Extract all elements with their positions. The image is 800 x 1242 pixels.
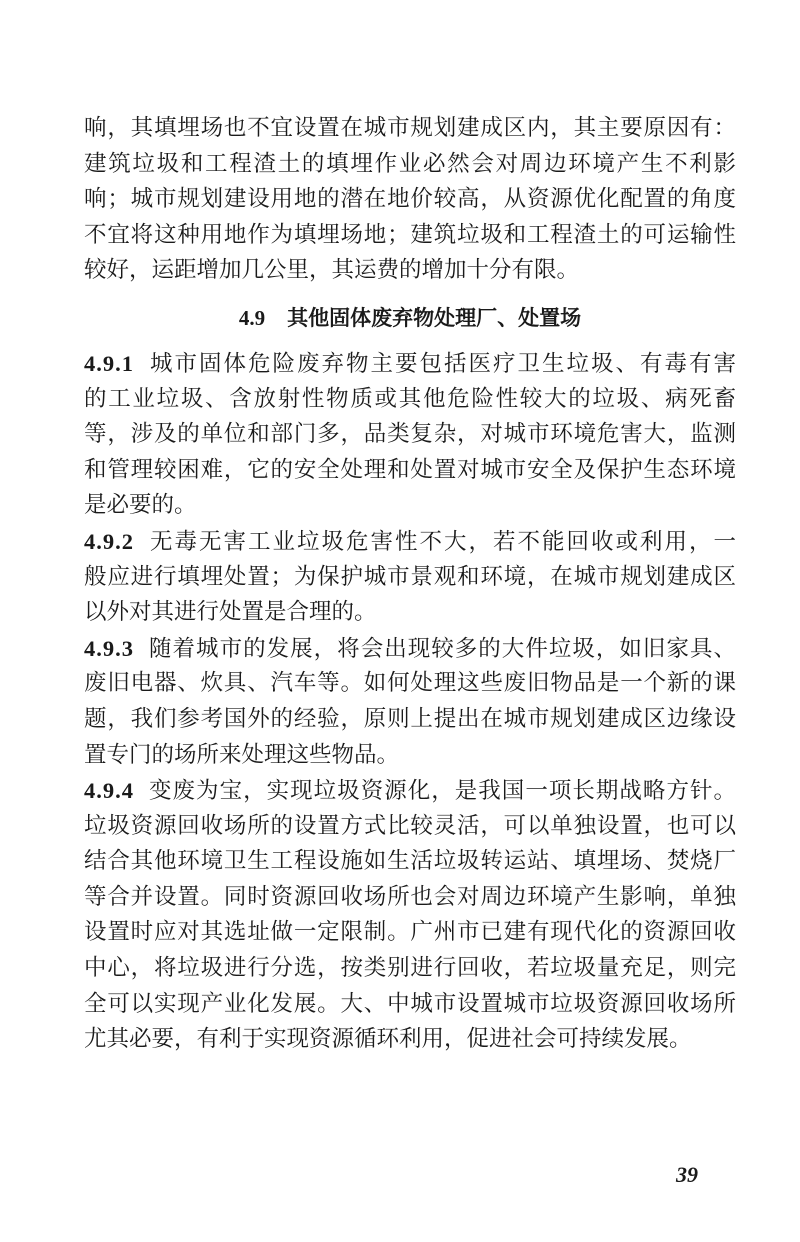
line-text: 城市固体危险废弃物主要包括医疗卫生垃圾、有毒有害 — [148, 350, 736, 377]
clause-number: 4.9.1 — [84, 350, 134, 376]
clauses — [84, 346, 736, 1058]
line-text: 建筑垃圾和工程渣土的填埋作业必然会对周边环境产生不利影 — [84, 150, 736, 177]
section-title: 其他固体废弃物处理厂、处置场 — [287, 304, 582, 330]
text-line — [84, 773, 736, 809]
intro-paragraph — [84, 111, 736, 289]
text-line — [84, 666, 736, 702]
line-text: 等合并设置。同时资源回收场所也会对周边环境产生影响，单独 — [84, 883, 736, 910]
text-line — [84, 951, 736, 987]
text-line — [84, 738, 736, 774]
line-text: 较好，运距增加几公里，其运费的增加十分有限。 — [84, 257, 580, 284]
clause-4-9-1 — [84, 346, 736, 524]
text-line — [84, 111, 736, 147]
text-line — [84, 417, 736, 453]
line-text: 响，其填埋场也不宜设置在城市规划建成区内，其主要原因有： — [84, 115, 736, 141]
text-line — [84, 595, 736, 631]
clause-number: 4.9.3 — [84, 635, 134, 661]
clause-4-9-4 — [84, 773, 736, 1058]
clause-number: 4.9.2 — [84, 528, 134, 554]
line-text: 般应进行填埋处置；为保护城市景观和环境，在城市规划建成区 — [84, 563, 736, 590]
text-line — [84, 218, 736, 254]
text-line — [84, 844, 736, 880]
line-text: 不宜将这种用地作为填埋场地；建筑垃圾和工程渣土的可运输性 — [84, 221, 736, 248]
line-text: 垃圾资源回收场所的设置方式比较灵活，可以单独设置，也可以 — [84, 812, 736, 839]
line-text: 的工业垃圾、含放射性物质或其他危险性较大的垃圾、病死畜 — [84, 385, 736, 412]
line-text: 结合其他环境卫生工程设施如生活垃圾转运站、填埋场、焚烧厂 — [84, 848, 736, 875]
text-line — [84, 1022, 736, 1058]
section-heading — [84, 293, 736, 343]
line-text: 和管理较困难，它的安全处理和处置对城市安全及保护生态环境 — [84, 456, 736, 483]
text-line — [84, 880, 736, 916]
text-line — [84, 560, 736, 596]
section-number: 4.9 — [238, 305, 266, 330]
line-text: 变废为宝，实现垃圾资源化，是我国一项长期战略方针。 — [148, 778, 736, 805]
line-text: 中心，将垃圾进行分选，按类别进行回收，若垃圾量充足，则完 — [84, 955, 736, 982]
text-line — [84, 524, 736, 560]
line-text: 等，涉及的单位和部门多，品类复杂，对城市环境危害大，监测 — [84, 421, 736, 448]
text-line — [84, 453, 736, 489]
line-text: 置专门的场所来处理这些物品。 — [84, 741, 400, 768]
text-line — [84, 182, 736, 218]
line-text: 题，我们参考国外的经验，原则上提出在城市规划建成区边缘设 — [84, 705, 736, 732]
text-line — [84, 987, 736, 1023]
line-text: 以外对其进行处置是合理的。 — [84, 599, 377, 626]
clause-number: 4.9.4 — [84, 778, 134, 804]
text-line — [84, 382, 736, 418]
line-text: 设置时应对其选址做一定限制。广州市已建有现代化的资源回收 — [84, 919, 736, 946]
line-text: 响；城市规划建设用地的潜在地价较高，从资源优化配置的角度 — [84, 186, 736, 213]
text-line — [84, 488, 736, 524]
line-text: 废旧电器、炊具、汽车等。如何处理这些废旧物品是一个新的课 — [84, 670, 736, 697]
text-line — [84, 702, 736, 738]
line-text: 无毒无害工业垃圾危害性不大，若不能回收或利用，一 — [148, 528, 736, 555]
line-text: 尤其必要，有利于实现资源循环利用，促进社会可持续发展。 — [84, 1026, 692, 1053]
page-body — [84, 111, 736, 1058]
line-text: 是必要的。 — [84, 492, 197, 519]
text-line — [84, 631, 736, 667]
clause-4-9-2 — [84, 524, 736, 631]
line-text: 全可以实现产业化发展。大、中城市设置城市垃圾资源回收场所 — [84, 990, 736, 1017]
clause-4-9-3 — [84, 631, 736, 773]
text-line — [84, 809, 736, 845]
text-line — [84, 253, 736, 289]
page-number: 39 — [676, 1162, 698, 1187]
text-line — [84, 346, 736, 382]
text-line — [84, 147, 736, 183]
text-line — [84, 915, 736, 951]
line-text: 随着城市的发展，将会出现较多的大件垃圾，如旧家具、 — [148, 635, 736, 662]
